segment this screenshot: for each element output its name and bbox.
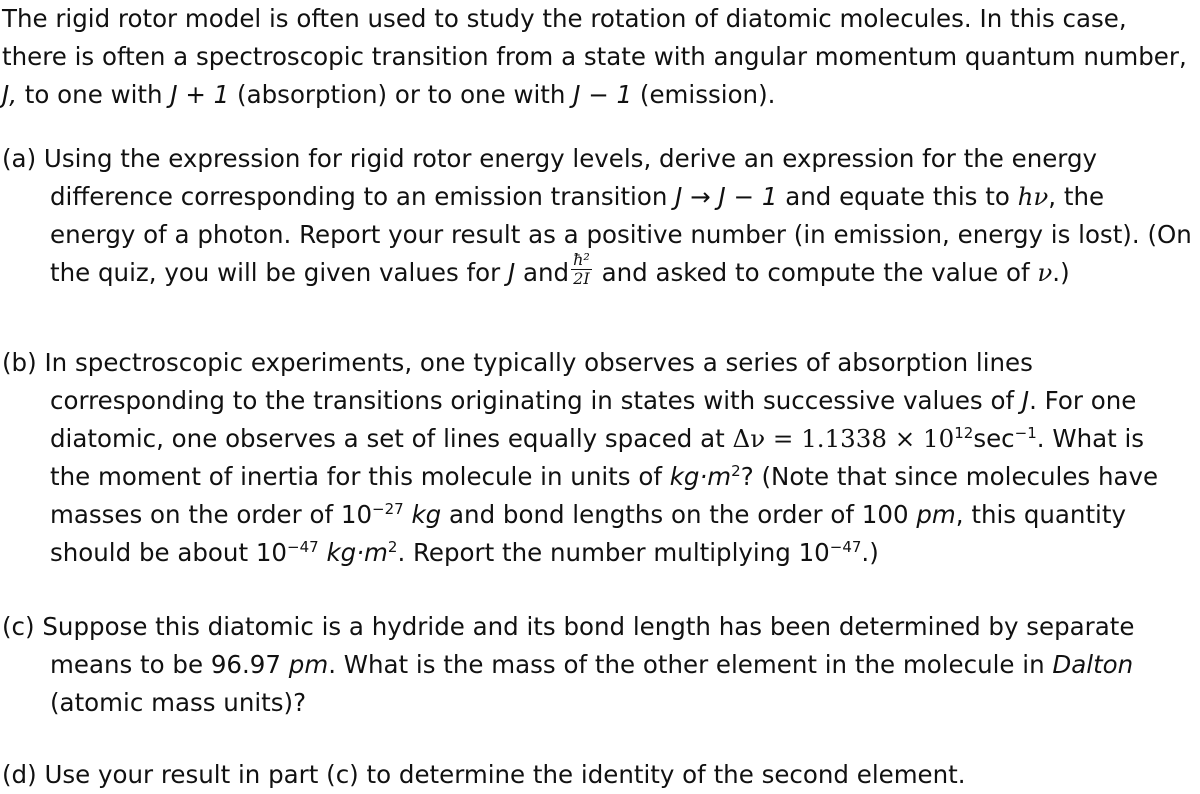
part-d-question — [2, 756, 1192, 794]
part-b-text-4: ? (Note that since molecules have masses on the order of 10 — [50, 462, 1159, 529]
hbar-squared-over-2i-fraction — [571, 251, 592, 288]
part-c-text-3: (atomic mass units)? — [50, 688, 307, 717]
part-a-text-3: , the energy of a photon. Report your result as a positive number (in emission, energy is lost). (On the quiz, you will be given values for — [50, 182, 1192, 287]
part-a-label: (a) — [2, 144, 37, 173]
part-b-text-7: , this quantity should be about 10 — [50, 500, 1126, 567]
part-a-transition: J → J − 1 — [675, 182, 778, 211]
part-a-j-symbol: J — [507, 258, 516, 287]
part-b-text-6: and bond lengths on the order of 100 — [441, 500, 917, 529]
part-b-text-2: . For one diatomic, one observes a set of lines equally spaced at — [50, 386, 1137, 453]
part-b-multiplier-exponent: −47 — [829, 537, 862, 556]
part-b-kg-unit: kg — [411, 500, 442, 529]
fraction-denominator: 2I — [573, 268, 590, 288]
part-a-text-5: and asked to compute the value of — [593, 258, 1038, 287]
part-c-label: (c) — [2, 612, 35, 641]
fraction-numerator: ħ² — [573, 249, 590, 269]
part-a-text-1: Using the expression for rigid rotor energy levels, derive an expression for the energy difference corresponding to an emission transition — [36, 144, 1097, 211]
part-a-nu-symbol: ν — [1037, 258, 1053, 287]
part-a-text-6: .) — [1052, 258, 1070, 287]
part-c-dalton-unit: Dalton — [1052, 650, 1134, 679]
part-b-text-9: . Report the number multiplying 10 — [397, 538, 830, 567]
intro-j-minus-1: J − 1 — [573, 80, 633, 109]
part-a-hv-symbol: hν — [1017, 182, 1049, 211]
part-b-delta-nu-exponent: 12 — [954, 423, 974, 442]
part-b-unit-kgm2-second-exponent: 2 — [387, 537, 398, 556]
part-c-question — [2, 608, 1192, 722]
part-b-sec-exponent: −1 — [1014, 423, 1037, 442]
part-c-text-1: Suppose this diatomic is a hydride and its bond length has been determined by separate means to be 96.97 — [34, 612, 1135, 679]
intro-paragraph — [2, 0, 1198, 114]
part-b-pm-unit: pm — [916, 500, 956, 529]
part-b-text-1: In spectroscopic experiments, one typically observes a series of absorption lines corresponding to the transitions originating in states with successive values of — [36, 348, 1033, 415]
part-a-text-2: and equate this to — [777, 182, 1018, 211]
intro-j-plus-1: J + 1 — [170, 80, 230, 109]
intro-text-2: to one with — [17, 80, 171, 109]
part-b-question — [2, 344, 1192, 572]
intro-text-1: The rigid rotor model is often used to study the rotation of diatomic molecules. In this case, there is often a spectroscopic transition from a state with angular momentum quantum number, — [2, 4, 1187, 71]
part-b-mass-exponent: −27 — [372, 499, 404, 518]
part-b-inertia-exponent: −47 — [287, 537, 319, 556]
part-a-question — [2, 140, 1192, 292]
intro-text-3: (absorption) or to one with — [229, 80, 574, 109]
part-c-text-2: . What is the mass of the other element in the molecule in — [328, 650, 1053, 679]
part-b-text-10: .) — [861, 538, 879, 567]
intro-j-symbol: J, — [2, 80, 18, 109]
part-b-label: (b) — [2, 348, 37, 377]
part-b-j-symbol: J — [1021, 386, 1030, 415]
part-b-unit-kgm2-second: kg·m — [326, 538, 388, 567]
part-b-text-3: . What is the moment of inertia for this molecule in units of — [50, 424, 1145, 491]
part-b-unit-kgm2-exponent: 2 — [731, 461, 741, 480]
part-d-text-1: Use your result in part (c) to determine the identity of the second element. — [36, 760, 966, 789]
part-b-unit-kgm2: kg·m — [669, 462, 732, 491]
part-d-label: (d) — [2, 760, 37, 789]
part-a-text-4: and — [515, 258, 570, 287]
intro-text-4: (emission). — [632, 80, 776, 109]
part-b-sec-unit: sec — [973, 424, 1015, 453]
part-b-delta-nu: Δν = 1.1338 × 10 — [732, 424, 955, 453]
part-c-pm-unit: pm — [288, 650, 329, 679]
